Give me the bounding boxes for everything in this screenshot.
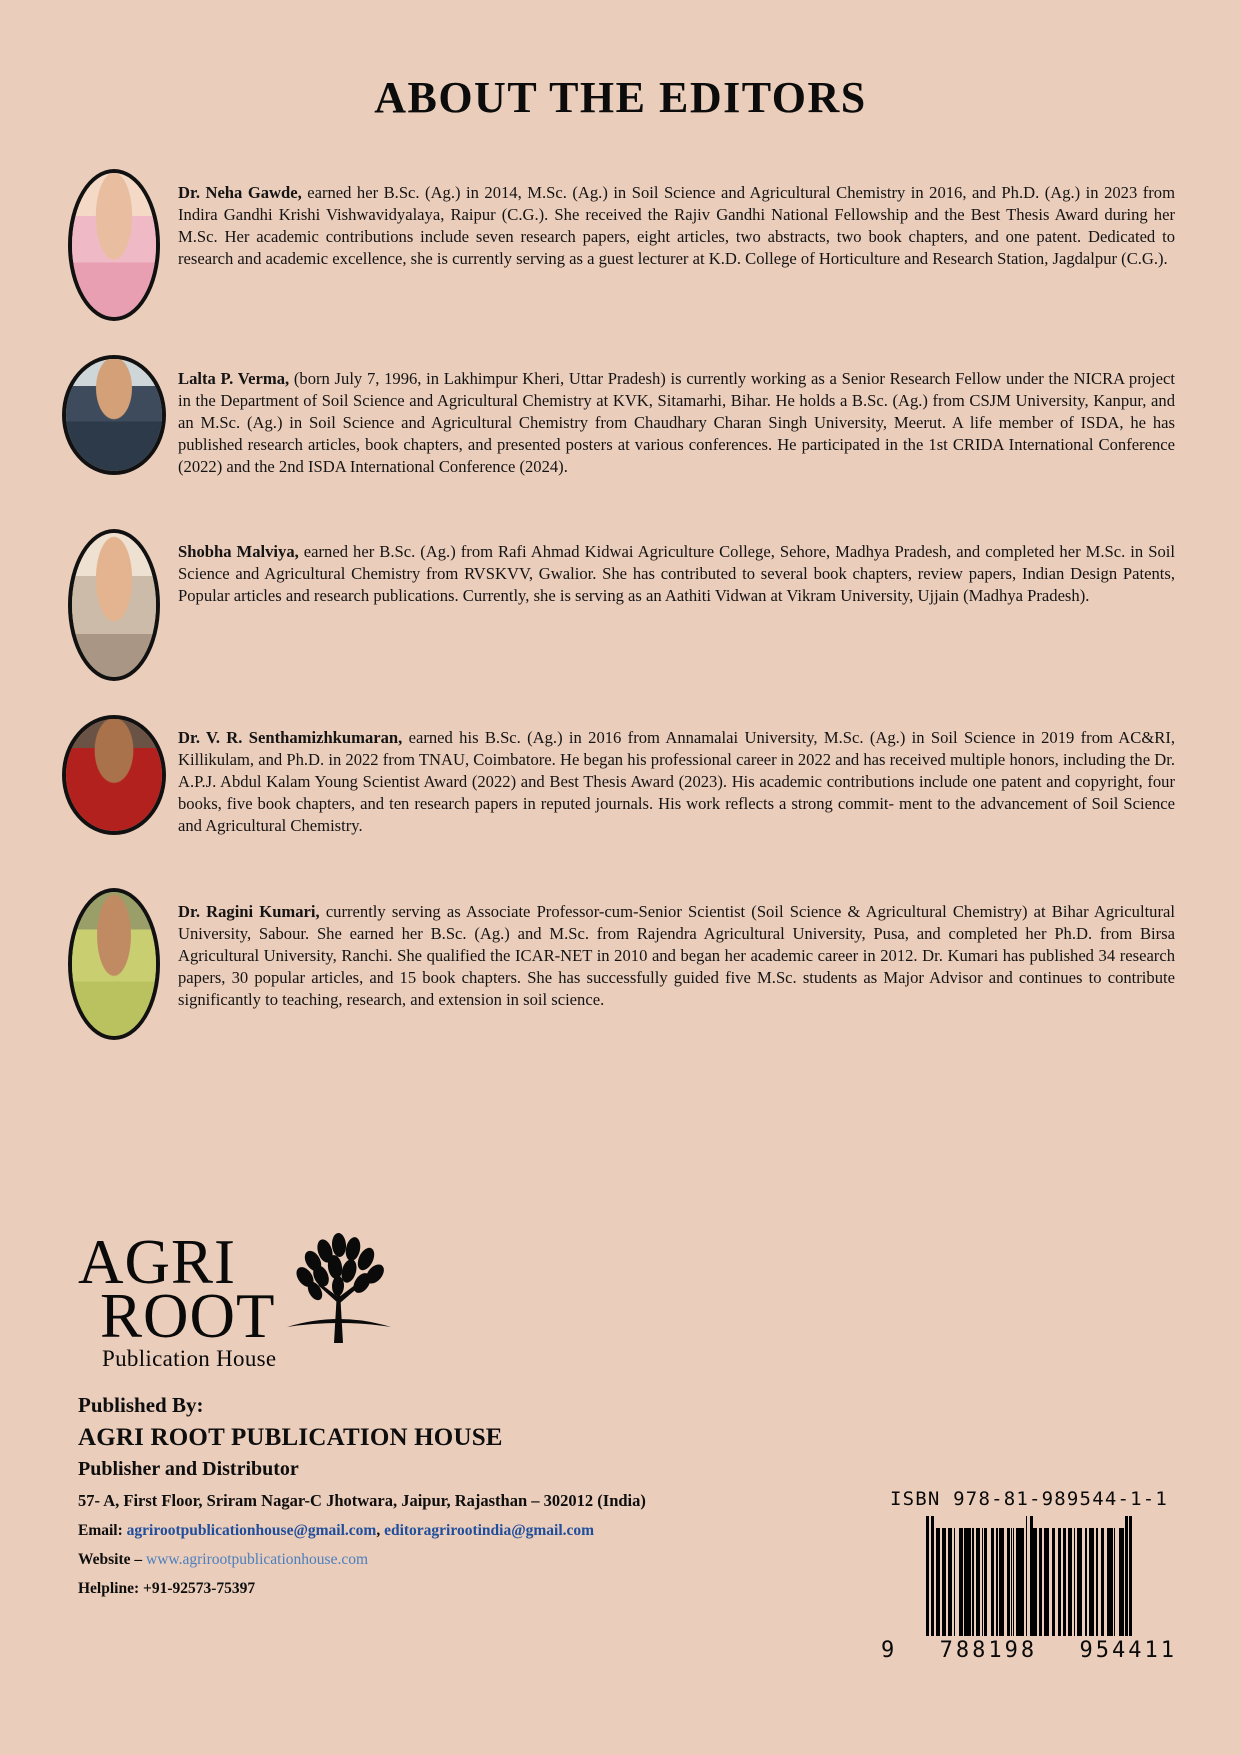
editor-bio-text: (born July 7, 1996, in Lakhimpur Kheri, Uttar Pradesh) is currently working as a Senior Research Fellow under the NICRA project in the Department of Soil Science and Agricultural Chemistry at KVK, Sitamarhi, Bihar. He holds a B.Sc. (Ag.) from CSJM University, Kanpur, and an M.Sc. (Ag.) in Soil Science and Agricultural Chemistry from Chaudhary Charan Singh University, Meerut. A life member of ISDA, he has published research articles, book chapters, and presented posters at various conferences. He participated in the 1st CRIDA International Conference (2022) and the 2nd ISDA International Conference (2024). (178, 368, 1176, 476)
editor-photo-shobha-malviya (68, 529, 160, 681)
website-label: Website (78, 1551, 131, 1568)
editor-bio (166, 182, 1179, 270)
editors-list (62, 165, 1179, 1040)
editor-photo-v-r-senthamizhkumaran (62, 715, 166, 835)
editor-entry (62, 525, 1179, 681)
barcode-digits (879, 1638, 1179, 1663)
editor-bio-text: earned her B.Sc. (Ag.) in 2014, M.Sc. (Ag.) in Soil Science and Agricultural Chemistry in 2016, and Ph.D. (Ag.) in 2023 from Indira Gandhi Krishi Vishwavidyalaya, Raipur (C.G.). She received the Rajiv Gandhi National Fellowship and the Best Thesis Award during her M.Sc. Her academic contributions include seven research papers, eight articles, two abstracts, two book chapters, and one patent. Dedicated to research and academic excellence, she is currently serving as a guest lecturer at K.D. College of Horticulture and Research Station, Jagdalpur (C.G.). (178, 182, 1175, 268)
footer (0, 1225, 1241, 1755)
isbn-barcode (879, 1488, 1179, 1663)
editor-photo-container (62, 525, 166, 681)
publisher-role: Publisher and Distributor (78, 1458, 299, 1480)
editor-name: Dr. V. R. Senthamizhkumaran, (178, 728, 403, 748)
website-link[interactable]: www.agrirootpublicationhouse.com (146, 1551, 369, 1568)
editor-bio-text: earned his B.Sc. (Ag.) in 2016 from Annamalai University, M.Sc. (Ag.) in Soil Science in 2019 from AC&RI, Killikulam, and Ph.D. in 2022 from TNAU, Coimbatore. He began his professional career in 2022 and has received multiple honors, including the Dr. A.P.J. Abdul Kalam Young Scientist Award (2022) and Best Thesis Award (2023). His academic contributions include one patent and copyright, four books, five book chapters, and ten research papers in reputed journals. His work reflects a strong commit- ment to the advancement of Soil Science and Agricultural Chemistry. (178, 728, 1176, 836)
email-address-2[interactable]: editoragrirootindia@gmail.com (384, 1522, 595, 1539)
editor-photo-lalta-p-verma (62, 355, 166, 475)
editor-photo-container (62, 351, 166, 475)
publisher-email-row (78, 1522, 778, 1540)
editor-photo-container (62, 711, 166, 835)
publisher-address: 57- A, First Floor, Sriram Nagar-C Jhotwara, Jaipur, Rajasthan – 302012 (India) (78, 1491, 646, 1510)
publisher-website-row (78, 1551, 778, 1569)
logo-word-agri: AGRI (78, 1227, 236, 1297)
editor-photo-neha-gawde (68, 169, 160, 321)
barcode-digit-group-right: 954411 (1079, 1638, 1177, 1663)
logo-word-root: ROOT (100, 1281, 276, 1352)
barcode-bars (879, 1516, 1179, 1636)
editor-bio (166, 901, 1179, 1011)
website-dash: – (130, 1551, 147, 1568)
email-label: Email: (78, 1522, 123, 1539)
editor-entry (62, 351, 1179, 495)
email-separator: , (376, 1522, 381, 1539)
editor-bio (166, 368, 1179, 478)
editor-entry (62, 165, 1179, 321)
publisher-details (78, 1393, 778, 1604)
editor-photo-container (62, 884, 166, 1040)
editor-entry (62, 711, 1179, 855)
editor-bio-text: currently serving as Associate Professor-cum-Senior Scientist (Soil Science & Agricultural Chemistry) at Bihar Agricultural University, Sabour. She earned her B.Sc. (Ag.) and M.Sc. from Rajendra Agricultural University, Pusa, and completed her Ph.D. from Birsa Agricultural University, Ranchi. She qualified the ICAR-NET in 2010 and began her academic career in 2012. Dr. Kumari has published 34 research papers, 30 popular articles, and 15 book chapters. She has successfully guided five M.Sc. students as Major Advisor and continues to contribute significantly to teaching, research, and extension in soil science. (178, 901, 1175, 1009)
editor-bio (166, 727, 1179, 837)
editor-photo-ragini-kumari (68, 888, 160, 1040)
email-address-1[interactable]: agrirootpublicationhouse@gmail.com (126, 1522, 377, 1539)
barcode-digit-group-left: 9 (881, 1638, 898, 1663)
published-by-label: Published By: (78, 1393, 204, 1417)
page-title: ABOUT THE EDITORS (374, 73, 867, 122)
editor-bio-text: earned her B.Sc. (Ag.) from Rafi Ahmad Kidwai Agriculture College, Sehore, Madhya Pradesh, and completed her M.Sc. in Soil Science and Agricultural Chemistry from RVSKVV, Gwalior. She has contributed to several book chapters, review papers, Indian Design Patents, Popular articles and research publications. Currently, she is serving as an Aathiti Vidwan at Vikram University, Ujjain (Madhya Pradesh). (178, 542, 1175, 606)
publisher-helpline: Helpline: +91-92573-75397 (78, 1580, 256, 1597)
editor-bio (166, 541, 1179, 607)
editor-entry (62, 884, 1179, 1040)
editor-name: Dr. Neha Gawde, (178, 182, 302, 202)
logo-subtitle: Publication House (102, 1346, 277, 1372)
editor-name: Lalta P. Verma, (178, 368, 290, 388)
editor-name: Shobha Malviya, (178, 542, 299, 562)
publisher-name: AGRI ROOT PUBLICATION HOUSE (78, 1424, 503, 1451)
barcode-digit-group-mid: 788198 (939, 1638, 1038, 1663)
isbn-text: ISBN 978-81-989544-1-1 (889, 1488, 1169, 1510)
publisher-logo (78, 1227, 408, 1372)
tree-icon (283, 1231, 395, 1349)
editor-photo-container (62, 165, 166, 321)
editor-name: Dr. Ragini Kumari, (178, 901, 320, 921)
